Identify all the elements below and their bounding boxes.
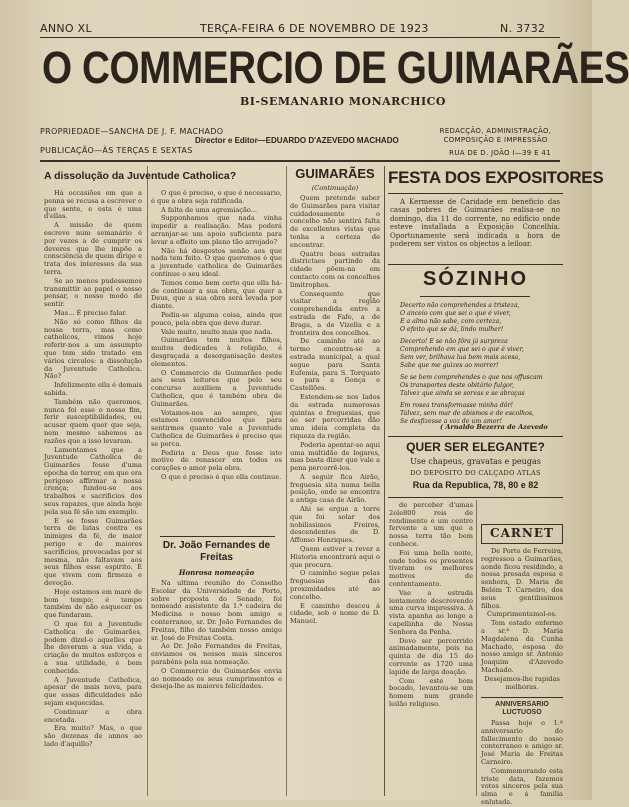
publication-line: PUBLICAÇÃO—ÀS TERÇAS E SEXTAS [40, 146, 193, 155]
carnet-note: Cumprimentamol-os. [486, 610, 558, 619]
c1-p6: Também não queremos, nunca foi esse o nosso fim, ferir susceptibilidades, ou acusar quem quer que seja, nem mesmo sabemos as razões que a isso levaram. [44, 397, 142, 445]
carnet-paragraph-2: Tem estado enfermo a sr.ª D. Maria Magdalena da Cunha Machado, esposa do nosso amigo sr. Antonio Joaquim d'Azevedo Machado. [481, 619, 563, 674]
c3-p2: Consequente que visitar a região comprehendida entre a estrada de Fafe, a de Braga, a de Vizella e a fronteira dos concelhos. [290, 289, 380, 337]
c1-p5: Infelizmente ella é demais sabida. [44, 381, 142, 397]
owner-line: PROPRIEDADE—SANCHA DE J. F. MACHADO [40, 127, 224, 136]
c5-p0: de perceber d'umas 2ele800 reis de rendimento e um centro fervente a um que a nossa terra tão bem conhece. [389, 501, 473, 548]
column-rule-4 [476, 500, 477, 796]
year-label: ANNO XL [40, 22, 92, 35]
issue-number: N. 3732 [500, 22, 546, 35]
column-3-text [290, 195, 380, 795]
redaction-line: REDACÇÃO, ADMINISTRAÇÃO, COMPOSIÇÃO E IMPRESSÃO [439, 127, 552, 144]
c2-p8: O Commercio de Guimarães pede aos seus leitores que pelo seu concurso auxiliem a Juventude Catholica, que é também obra de Guimarães. [151, 368, 282, 408]
poem-line: Sem ver, brilhava lua bem mais acesa, [400, 354, 521, 361]
column-6-text [481, 547, 563, 806]
c5-p3: Devo ser percorrido animadamente, pois na quinta de dia 15 do corrente as 1720 uma lapide de larga doação. [389, 636, 473, 676]
c1-p4: Não só como filhos da nossa terra, mas como catholicos, vimos hoje referir-nos a um assumpto que tem sido tratado em vários circulos: a dissolução da Juventude Catholica. Não? [44, 317, 142, 381]
c2-p3: Não há desgostos senão aos que nada tem feito. O que queremos é que a juventude catholica de Guimarães continue o seu ideal. [151, 246, 282, 278]
poem-line: O efeito que se dá, lindo mulher! [400, 326, 504, 333]
poem-top-rule [388, 264, 563, 265]
ad-text: Use chapeus, gravatas e peugas [410, 457, 541, 466]
ad-store: DO DEPOSITO DO CALÇADO ATLAS [410, 469, 541, 477]
poem-author: ( Arnaldo Bezerra de Azevedo [440, 423, 548, 431]
article-subhead-nomeacao: Honrosa nomeação [178, 568, 255, 577]
c3-p5: Poderia apontar-se aqui uma multidão de logares, mas basta dizer que vale a pena percorrê-los. [290, 440, 380, 473]
c3-p4: Estendem-se nos lados da estrada numerosas quintas e freguesias, que ao ser percorridas dão uma ideia completa da riqueza da região. [290, 392, 380, 440]
c3-p1: Quatro boas estradas districtaes partindo da cidade põem-na em contacto com os concelhos limitrophes. [290, 249, 380, 289]
column-rule-3 [384, 166, 385, 796]
poem-line: Se desfizesse a voz de um amor! [400, 418, 502, 425]
carnet-paragraph: De Porto de Ferreira, regressou a Guimarães, aonde ficou residindo, a nossa presada esposa e senhora, D. Maria de Belém T. Carneiro, dos seus gentilissimos filhos. [481, 547, 563, 610]
anniversary-title: ANNIVERSARIO LUCTUOSO [481, 697, 563, 717]
column-1-text [44, 190, 142, 795]
c1-p1: A missão de quem escreve num semanário é por vezes a de cumprir os deveres que lhe impõe a consciência de quem dirige e trata dos interesses da sua terra. [44, 221, 142, 276]
masthead-title: O COMMERCIO DE GUIMARÃES [42, 42, 629, 93]
poem-line: Se se bem comprehendes o que nos offuscam [400, 374, 543, 381]
column-2-text [151, 190, 282, 530]
c3-p7: Ahi se ergue a torre que foi solar dos nobilissimos Freires, descendentes de D. Affonso Henriques. [290, 505, 380, 545]
c2-p1: A falta de uma agremiação... [161, 205, 258, 214]
fair-paragraph: A Kermesse de Caridade em beneficio das casas pobres de Guimarães realisa-se no domingo, dia 11 do corrente, no edificio onde esteve installada a Exposição Concelhia. Oportunamente será indicada a hora de poderem ser vistos os objectos a leiloar. [390, 198, 560, 249]
article-title-juventude: A dissolução da Juventude Catholica? [44, 170, 237, 182]
poem-title-rule [420, 296, 530, 297]
date-label: TERÇA-FEIRA 6 DE NOVEMBRO DE 1923 [200, 22, 429, 35]
c3-p0: Quem pretende saber de Guimarães para visitar cuidadosamente o concelho não sentirá falta de excellentes vistas que tenha a certeza de encontrar. [290, 194, 380, 249]
poem-line: Sabe que me guizes ao morrer! [400, 362, 499, 369]
poem-line: Decerto não comprehendes a tristeza, [400, 302, 520, 309]
masthead-subtitle: BI-SEMANARIO MONARCHICO [240, 95, 446, 108]
c3-p6: A seguir fica Airão, freguesia sita numa bella posição, onde se encontra a antiga casa de Airão. [290, 472, 380, 505]
anniversary-paragraph-2: Commemorando esta triste data, fazemos votos sinceros pela sua alma e á familia enlutada. [481, 766, 563, 806]
c1-p11: A Juventude Catholica, apesar de mais nova, para que essas dificuldades não sejam esquecidas. [44, 675, 142, 707]
poem-line: E a alma não sabe, com certeza, [400, 318, 502, 325]
c1-p7: Lamentamos que a Juventude Catholica de Guimarães fosse d'uma epocha de terror, em que era perigoso affirmar a nossa crença; fundou-se aos trabalhos e sacrificios dos seus rapazes, que ainda hoje pela sua fé são um exemplo. [44, 445, 142, 516]
poem-line: Decerto! E se não fôra já surpreza [400, 338, 508, 345]
poem-line: Talvez, sem mar de abismos e de escolhos, [400, 410, 535, 417]
ad-address: Rua da Republica, 78, 80 e 82 [412, 480, 539, 490]
continuation-tag: (Continuação) [311, 184, 359, 192]
c3-p3: De caminho até ao termo encontra-se a estrada municipal, a qual segue para Santa Eufemia, para S. Torquato e para a Gonça e Castellões. [290, 337, 380, 393]
fair-text [390, 198, 560, 260]
article-title-freitas: Dr. João Fernandes de Freitas [162, 540, 271, 563]
c2-s1: Ao Dr. João Fernandes de Freitas, enviamos os nossos mais sinceros parabéns pela sua nomeação. [151, 642, 282, 666]
poem-line: Em rosea transformasse minha dôr! [400, 402, 513, 409]
poem-line: Talvez que ainda se sorvas e se abraças [400, 390, 525, 397]
c2-p11: O que é preciso é que ella continue. [161, 472, 282, 481]
c3-p9: O caminho segue pelas freguesias das proximidades até ao concelho. [290, 569, 380, 601]
c2-p7: Guimarães tem muitos filhos, muitos dedicados à religião, é desgraçada a desorganisação destes elementos. [151, 336, 282, 368]
article-title-guimaraes: GUIMARÃES [295, 166, 375, 181]
c1-p3: Mas... É preciso falar. [54, 308, 127, 317]
ad-top-rule [388, 436, 563, 437]
c1-p9: Hoje estamos em maré de bom tempo; é tempo também de não esquecer os que fundaram. [44, 587, 142, 620]
c1-p0: Há occasiões em que a penna se recusa a escrever o que sente, e esta é uma d'ellas. [44, 189, 142, 221]
address-line: RUA DE D. JOÃO I—39 E 41 [449, 149, 551, 157]
poem-title: SÓZINHO [422, 268, 529, 290]
c1-p12: Continuar a obra encetada. [44, 707, 142, 724]
fair-title: FESTA DOS EXPOSITORES [388, 168, 604, 187]
ad-title: QUER SER ELEGANTE? [406, 440, 545, 454]
fair-rule [388, 193, 563, 194]
c2-p6: Vale muito, muito mais que nada. [161, 327, 273, 336]
director-line: Director e Editor—EDUARDO D'AZEVEDO MACHADO [195, 136, 399, 145]
top-rule [40, 37, 560, 38]
c3-p8: Quem estiver a rever a Historia encontrará aqui o que procura. [290, 545, 380, 569]
c1-p8: E se fosse Guimarães terra de lutas contra os inimigos da fé, de maior perigo e de maiores sacrificios, provocadas por si mesma, não faltavam aos seus filhos esse espirito. É que vivem com firmeza e devoção. [44, 516, 142, 588]
carnet-title: CARNET [490, 526, 554, 540]
c5-p1: Foi uma bella noite, onde todos os presentes tiveram os melhores motivos de contentamento. [389, 548, 473, 588]
c2-p0: O que é preciso, o que é necessario, é que a obra seja ratificada. [151, 189, 282, 205]
carnet-note-2: Desejamos-lhe rapidas melhoras. [484, 674, 560, 691]
poem-body [400, 302, 560, 426]
c1-p10: O que foi a Juventude Catholica de Guimarães, podem dizel-o aquelles que lhe deveram a sua vida, a criação de muitos esforços e a sua utilidade, é bem conhecida. [44, 620, 142, 675]
column-2-sub-text [151, 580, 282, 795]
column-5-text [389, 502, 473, 795]
c2-s0: Na ultima reunião do Conselho Escolar da Universidade de Porto, sobre proposta do Senado, foi nomeado assistente da 1.ª cadeira de Medicina o nosso bom amigo e conterraneo, sr. Dr. João Fernandes de Freitas, filho do também nosso amigo sr. José de Freitas Costa. [151, 579, 282, 642]
c3-p10: E caminho desceu á cidade, sob o nome de D. Manuel. [290, 601, 380, 626]
c1-p13: Era muito? Mas, o que são dezenas de annos ao lado d'aquillo? [44, 724, 142, 748]
c2-p9: Votamos-nos ao sempre, que estamos convencidos que para sentirmos quanto vale a Juventude Catholica de Guimarães é preciso que se perca. [151, 408, 282, 448]
c2-p10: Pediria a Deus que fosse isto motivo de renascer em todos os corações o amor pela obra. [151, 448, 282, 473]
poem-line: O anceio com que sei o que é viver, [400, 310, 511, 317]
poem-line: Comprehendo em que sei o que é viver, [400, 346, 524, 353]
c2-p2: Supponhamos que nada vinha impedir a realisação. Mas poderá arranjar-se um apoio suficiente para levar a effeito um plano tão arrojado? [151, 214, 282, 246]
anniversary-paragraph: Passa hoje o 1.º anniversario do fallecimento do nosso conterraneo e amigo sr. José Maria de Freitas Carneiro. [481, 718, 563, 766]
c5-p4: Com este bom bocado, levantou-se um homem num grande leilão religioso. [389, 676, 473, 708]
column-rule-1 [147, 166, 148, 796]
poem-line: Os transportes deste obitário fulgor, [400, 382, 515, 389]
c2-p5: Pediu-se alguma coisa, ainda que pouco, pela obra que deve durar. [151, 310, 282, 327]
c5-p2: Vae a estrada lentamente descrevendo uma curva impressiva. A vista apanha ao longe a capellinha de Nossa Senhora da Penha. [389, 588, 473, 636]
masthead-bottom-rule [40, 160, 560, 162]
c1-p2: Se ao menos pudessemos transmittir ao papel o nosso pensar, o nosso modo de sentir. [44, 276, 142, 309]
c2-p4: Temos como bem certo que ella há-de continuar a sua obra, que quer a Deus, que a sua obra será levada por diante. [151, 278, 282, 311]
ad-bottom-rule [388, 497, 563, 498]
c2-s2: O Commercio de Guimarães envia ao nomeado os seus cumprimentos e deseja-lhe as maiores felicidades. [151, 666, 282, 691]
col2-divider [160, 536, 275, 537]
column-rule-2 [286, 166, 287, 796]
